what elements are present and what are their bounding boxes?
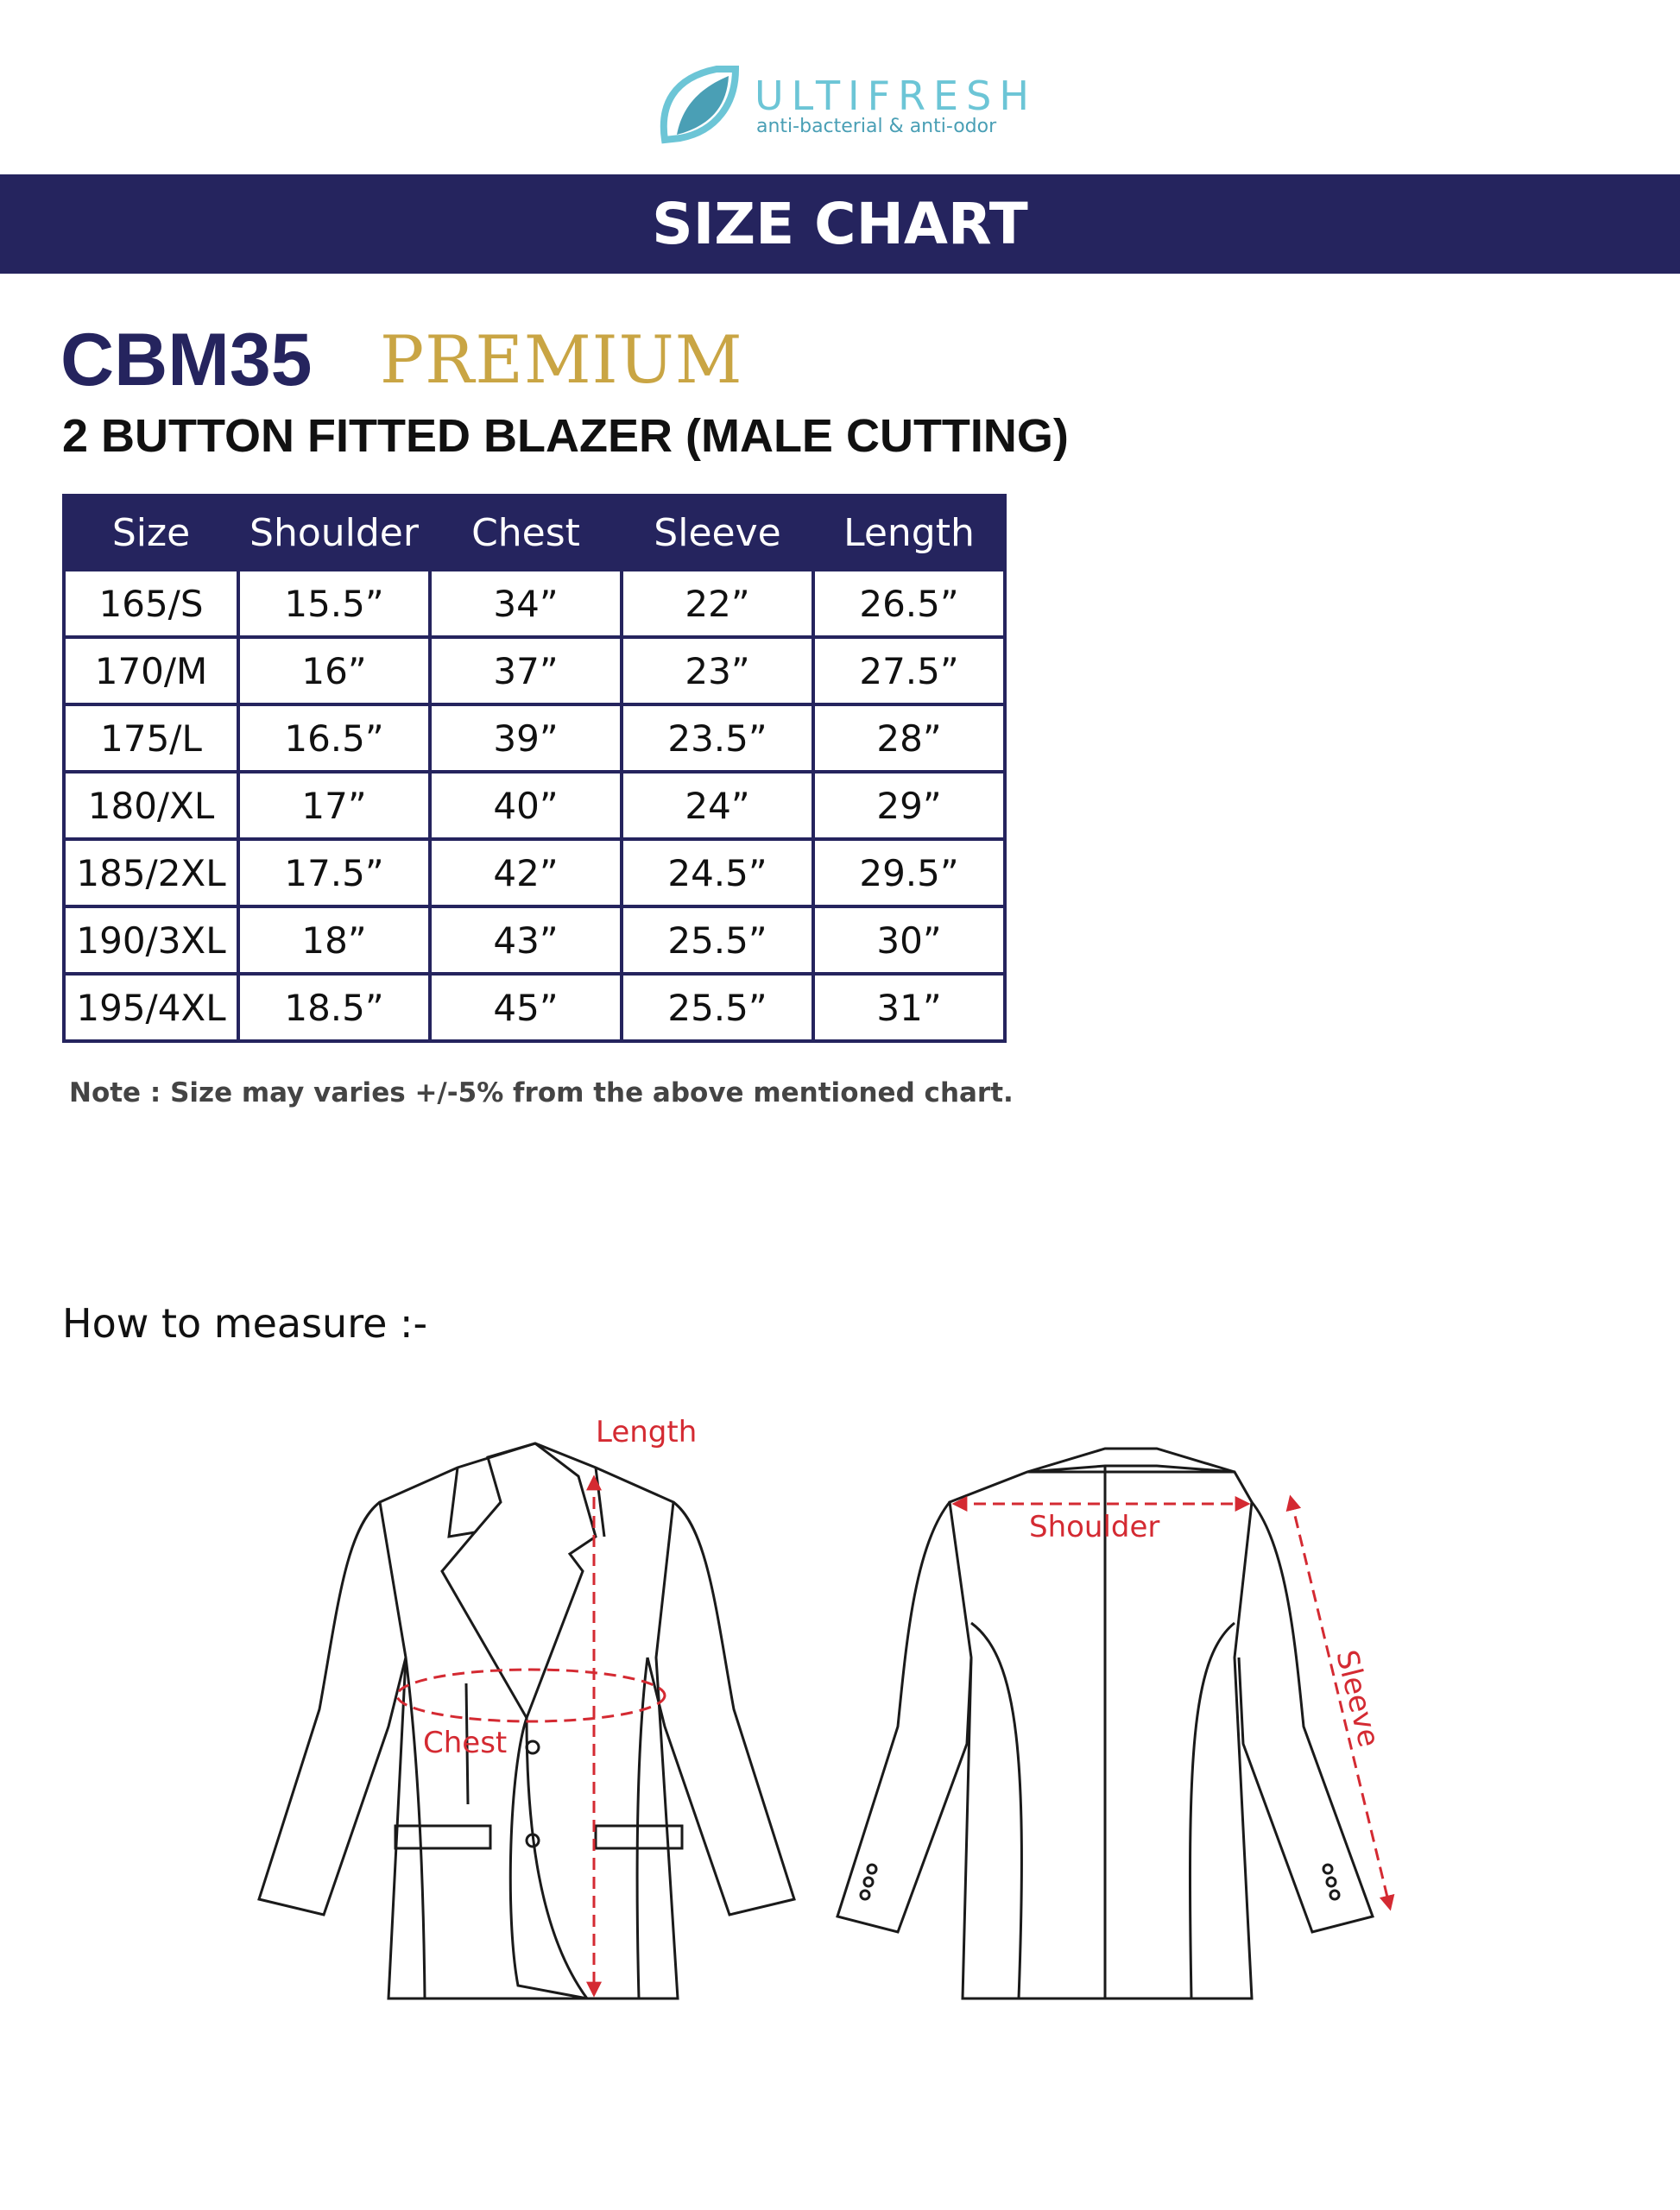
table-row [64,570,1005,637]
size-cell: 190/3XL [64,906,238,974]
chest-cell: 43” [430,906,622,974]
size-table [62,494,1007,1043]
sleeve-cell: 24” [622,772,813,839]
table-row [64,839,1005,906]
sleeve-cell: 22” [622,570,813,637]
length-cell: 31” [813,974,1005,1041]
size-cell: 180/XL [64,772,238,839]
chest-cell: 39” [430,704,622,772]
length-cell: 30” [813,906,1005,974]
brand-name: ULTIFRESH [755,73,1037,119]
size-cell: 165/S [64,570,238,637]
size-note: Note : Size may varies +/-5% from the above mentioned chart. [69,1077,1014,1108]
size-cell: 195/4XL [64,974,238,1041]
brand-tagline: anti-bacterial & anti-odor [756,116,997,137]
length-cell: 29.5” [813,839,1005,906]
blazer-measurement-diagram [242,1399,1433,2020]
shoulder-cell: 16” [238,637,430,704]
sleeve-cell: 25.5” [622,906,813,974]
length-cell: 28” [813,704,1005,772]
shoulder-cell: 16.5” [238,704,430,772]
sleeve-label: Sleeve [1329,1646,1386,1751]
length-cell: 26.5” [813,570,1005,637]
shoulder-cell: 17.5” [238,839,430,906]
chest-cell: 40” [430,772,622,839]
sleeve-cell: 23.5” [622,704,813,772]
sleeve-cell: 23” [622,637,813,704]
table-row [64,637,1005,704]
column-header-chest: Chest [430,496,622,570]
shoulder-cell: 18” [238,906,430,974]
shoulder-cell: 17” [238,772,430,839]
chest-cell: 42” [430,839,622,906]
product-tier: PREMIUM [380,321,743,398]
table-row [64,974,1005,1041]
table-row [64,906,1005,974]
product-description: 2 BUTTON FITTED BLAZER (MALE CUTTING) [62,410,1069,462]
chest-label: Chest [423,1726,508,1760]
length-cell: 29” [813,772,1005,839]
column-header-size: Size [64,496,238,570]
size-cell: 175/L [64,704,238,772]
size-cell: 170/M [64,637,238,704]
chest-cell: 34” [430,570,622,637]
table-row [64,704,1005,772]
size-chart-banner: SIZE CHART [0,174,1680,274]
column-header-sleeve: Sleeve [622,496,813,570]
chest-cell: 45” [430,974,622,1041]
size-cell: 185/2XL [64,839,238,906]
leaf-icon [656,62,739,148]
brand-logo [656,62,1036,148]
chest-cell: 37” [430,637,622,704]
sleeve-cell: 24.5” [622,839,813,906]
shoulder-cell: 18.5” [238,974,430,1041]
product-code: CBM35 [60,319,313,401]
sleeve-cell: 25.5” [622,974,813,1041]
table-row [64,772,1005,839]
table-header-row [64,496,1005,570]
length-cell: 27.5” [813,637,1005,704]
shoulder-cell: 15.5” [238,570,430,637]
chest-measure-line [397,1670,665,1721]
length-label: Length [596,1415,698,1449]
column-header-shoulder: Shoulder [238,496,430,570]
how-to-measure-heading: How to measure :- [62,1300,428,1347]
shoulder-label: Shoulder [1029,1510,1160,1544]
column-header-length: Length [813,496,1005,570]
